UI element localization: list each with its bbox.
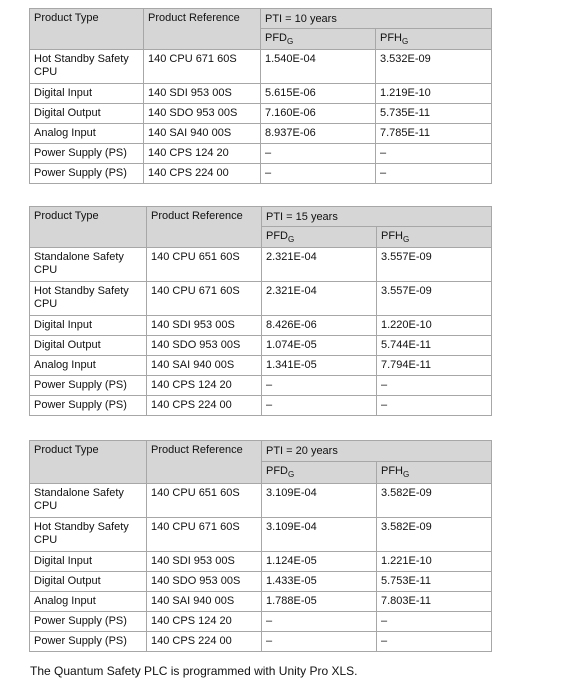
cell-product-type: Standalone Safety CPU xyxy=(30,248,147,282)
pfd-pfh-table-10-years xyxy=(29,8,492,184)
cell-pfd: 1.788E-05 xyxy=(262,592,377,612)
cell-pfh: 1.219E-10 xyxy=(376,84,492,104)
cell-pfd: 1.074E-05 xyxy=(262,336,377,356)
header-product-type: Product Type xyxy=(30,9,144,50)
cell-pfd: – xyxy=(262,612,377,632)
cell-pfd: 7.160E-06 xyxy=(261,104,376,124)
cell-product-reference: 140 SDI 953 00S xyxy=(144,84,261,104)
header-pfd xyxy=(262,462,377,484)
table-row xyxy=(30,144,492,164)
cell-product-reference: 140 SDI 953 00S xyxy=(147,316,262,336)
cell-product-type: Analog Input xyxy=(30,592,147,612)
cell-pfd: 8.426E-06 xyxy=(262,316,377,336)
header-pfd-text: PFD xyxy=(266,230,288,242)
cell-product-type: Analog Input xyxy=(30,356,147,376)
cell-product-reference: 140 SDO 953 00S xyxy=(144,104,261,124)
table-row xyxy=(30,336,492,356)
header-pfh-subscript: G xyxy=(402,37,409,46)
cell-product-type: Power Supply (PS) xyxy=(30,396,147,416)
header-pfh-text: PFH xyxy=(381,230,403,242)
pfd-pfh-table-20-years xyxy=(29,440,492,652)
table-row xyxy=(30,376,492,396)
table-row xyxy=(30,552,492,572)
cell-product-type: Power Supply (PS) xyxy=(30,632,147,652)
cell-pfd: – xyxy=(261,164,376,184)
header-pfh-text: PFH xyxy=(380,32,402,44)
cell-product-reference: 140 CPU 671 60S xyxy=(144,50,261,84)
cell-product-reference: 140 CPU 651 60S xyxy=(147,248,262,282)
cell-product-type: Digital Output xyxy=(30,104,144,124)
cell-product-reference: 140 SDI 953 00S xyxy=(147,552,262,572)
pfd-pfh-table-15-years xyxy=(29,206,492,416)
table-row xyxy=(30,164,492,184)
table-row xyxy=(30,316,492,336)
cell-product-reference: 140 CPS 224 00 xyxy=(147,396,262,416)
table-row xyxy=(30,104,492,124)
header-pfd-text: PFD xyxy=(266,465,288,477)
cell-pfh: 7.794E-11 xyxy=(377,356,492,376)
cell-product-reference: 140 CPS 224 00 xyxy=(144,164,261,184)
cell-product-type: Analog Input xyxy=(30,124,144,144)
header-pfd-subscript: G xyxy=(287,37,294,46)
cell-product-type: Standalone Safety CPU xyxy=(30,484,147,518)
cell-product-reference: 140 CPS 224 00 xyxy=(147,632,262,652)
cell-product-reference: 140 SAI 940 00S xyxy=(144,124,261,144)
header-pfh xyxy=(376,29,492,50)
cell-product-type: Digital Output xyxy=(30,572,147,592)
cell-pfh: – xyxy=(377,612,492,632)
cell-pfd: 1.124E-05 xyxy=(262,552,377,572)
header-pti: PTI = 20 years xyxy=(262,441,492,462)
cell-product-type: Power Supply (PS) xyxy=(30,376,147,396)
cell-pfh: 3.582E-09 xyxy=(377,518,492,552)
header-pfh-text: PFH xyxy=(381,465,403,477)
table-row xyxy=(30,282,492,316)
cell-product-type: Digital Input xyxy=(30,316,147,336)
cell-pfh: 3.557E-09 xyxy=(377,282,492,316)
cell-pfh: 5.735E-11 xyxy=(376,104,492,124)
cell-pfd: 3.109E-04 xyxy=(262,518,377,552)
cell-product-reference: 140 SAI 940 00S xyxy=(147,356,262,376)
table-row xyxy=(30,518,492,552)
header-product-reference: Product Reference xyxy=(147,441,262,484)
cell-pfd: – xyxy=(262,376,377,396)
cell-product-reference: 140 CPS 124 20 xyxy=(147,612,262,632)
header-product-type: Product Type xyxy=(30,207,147,248)
cell-product-reference: 140 CPU 671 60S xyxy=(147,518,262,552)
table-row xyxy=(30,396,492,416)
header-product-type: Product Type xyxy=(30,441,147,484)
table-row xyxy=(30,612,492,632)
cell-product-type: Power Supply (PS) xyxy=(30,164,144,184)
cell-pfd: – xyxy=(262,396,377,416)
table-row xyxy=(30,50,492,84)
cell-pfd: 1.433E-05 xyxy=(262,572,377,592)
header-pfh-subscript: G xyxy=(403,235,410,244)
cell-product-type: Hot Standby Safety CPU xyxy=(30,282,147,316)
header-pfd xyxy=(262,227,377,248)
cell-product-reference: 140 SDO 953 00S xyxy=(147,336,262,356)
cell-product-type: Power Supply (PS) xyxy=(30,144,144,164)
header-pti: PTI = 15 years xyxy=(262,207,492,227)
cell-product-type: Hot Standby Safety CPU xyxy=(30,518,147,552)
table-row xyxy=(30,84,492,104)
header-pfd-subscript: G xyxy=(288,470,295,479)
cell-pfd: – xyxy=(262,632,377,652)
cell-pfh: 3.582E-09 xyxy=(377,484,492,518)
cell-pfh: 3.557E-09 xyxy=(377,248,492,282)
header-pti: PTI = 10 years xyxy=(261,9,492,29)
cell-pfh: 1.220E-10 xyxy=(377,316,492,336)
cell-product-reference: 140 CPS 124 20 xyxy=(147,376,262,396)
cell-pfh: 3.532E-09 xyxy=(376,50,492,84)
header-pfh xyxy=(377,462,492,484)
cell-pfh: 5.753E-11 xyxy=(377,572,492,592)
cell-pfd: 8.937E-06 xyxy=(261,124,376,144)
cell-product-type: Digital Input xyxy=(30,84,144,104)
cell-product-type: Digital Output xyxy=(30,336,147,356)
header-pfd-text: PFD xyxy=(265,32,287,44)
table-row xyxy=(30,248,492,282)
cell-product-reference: 140 SDO 953 00S xyxy=(147,572,262,592)
cell-product-type: Power Supply (PS) xyxy=(30,612,147,632)
cell-pfd: 1.540E-04 xyxy=(261,50,376,84)
cell-pfd: 1.341E-05 xyxy=(262,356,377,376)
cell-pfd: 2.321E-04 xyxy=(262,248,377,282)
table-row xyxy=(30,632,492,652)
cell-product-type: Hot Standby Safety CPU xyxy=(30,50,144,84)
cell-pfd: 5.615E-06 xyxy=(261,84,376,104)
cell-pfh: – xyxy=(377,396,492,416)
header-product-reference: Product Reference xyxy=(147,207,262,248)
header-product-reference: Product Reference xyxy=(144,9,261,50)
table-row xyxy=(30,124,492,144)
cell-pfd: 2.321E-04 xyxy=(262,282,377,316)
cell-pfh: 7.803E-11 xyxy=(377,592,492,612)
cell-pfd: 3.109E-04 xyxy=(262,484,377,518)
table-row xyxy=(30,484,492,518)
cell-product-reference: 140 CPU 671 60S xyxy=(147,282,262,316)
table-row xyxy=(30,356,492,376)
cell-product-reference: 140 CPS 124 20 xyxy=(144,144,261,164)
caption-text: The Quantum Safety PLC is programmed with Unity Pro XLS. xyxy=(30,664,358,678)
table-row xyxy=(30,592,492,612)
cell-product-type: Digital Input xyxy=(30,552,147,572)
cell-pfh: – xyxy=(376,144,492,164)
header-pfh-subscript: G xyxy=(403,470,410,479)
cell-pfh: 1.221E-10 xyxy=(377,552,492,572)
cell-pfh: – xyxy=(377,632,492,652)
header-pfh xyxy=(377,227,492,248)
cell-pfh: – xyxy=(377,376,492,396)
cell-product-reference: 140 SAI 940 00S xyxy=(147,592,262,612)
table-row xyxy=(30,572,492,592)
header-pfd xyxy=(261,29,376,50)
cell-pfh: – xyxy=(376,164,492,184)
cell-pfd: – xyxy=(261,144,376,164)
cell-pfh: 7.785E-11 xyxy=(376,124,492,144)
cell-pfh: 5.744E-11 xyxy=(377,336,492,356)
cell-product-reference: 140 CPU 651 60S xyxy=(147,484,262,518)
header-pfd-subscript: G xyxy=(288,235,295,244)
